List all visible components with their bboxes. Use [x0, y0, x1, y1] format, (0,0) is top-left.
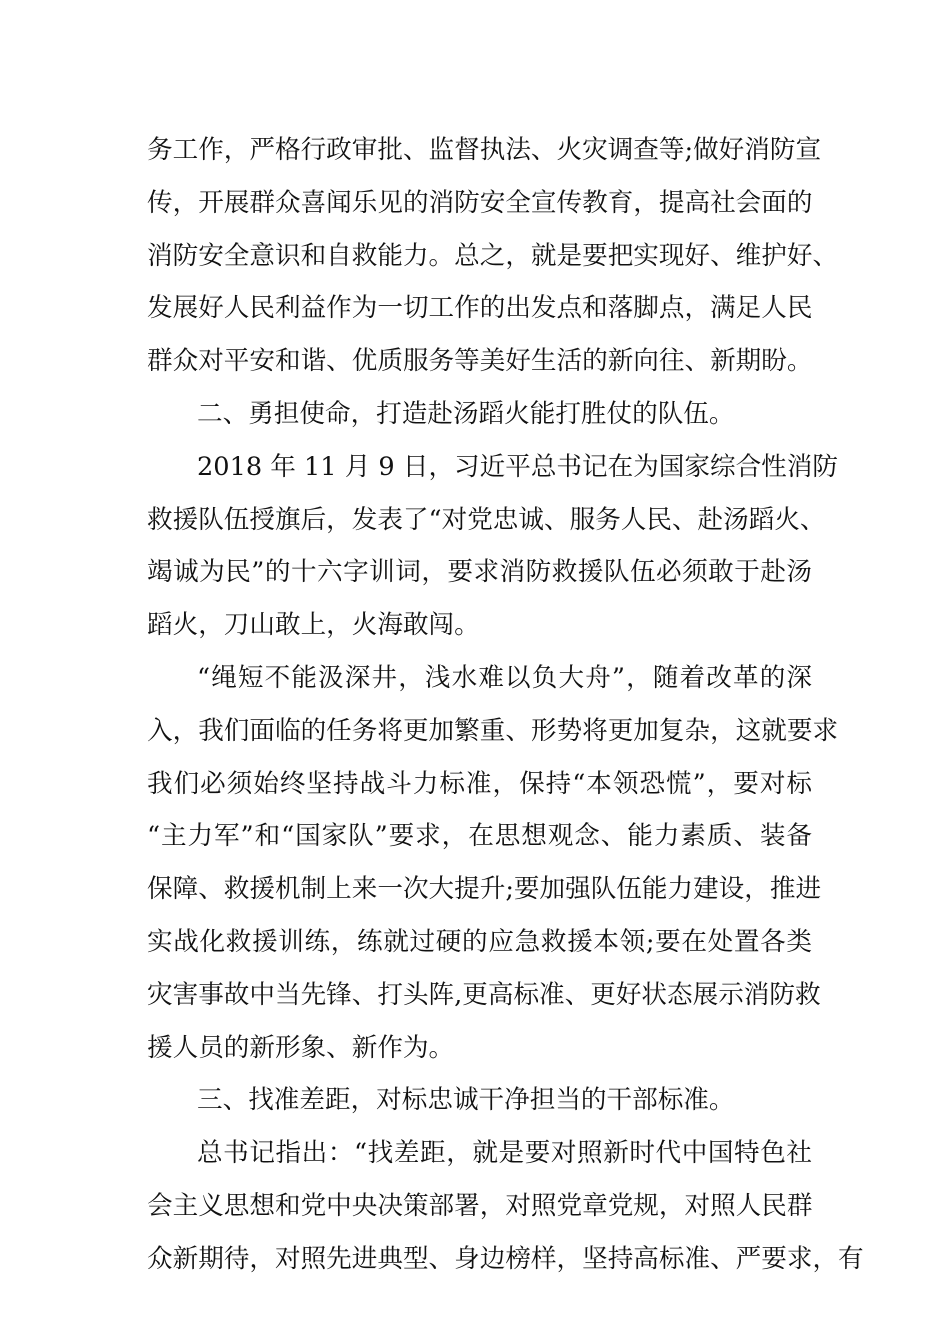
text-line: 发展好人民利益作为一切工作的出发点和落脚点，满足人民: [147, 293, 813, 324]
text-line: 传，开展群众喜闻乐见的消防安全宣传教育，提高社会面的: [147, 187, 813, 218]
text-line: “主力军”和“国家队”要求，在思想观念、能力素质、装备: [147, 821, 812, 852]
text-line: 我们必须始终坚持战斗力标准，保持“本领恐慌”，要对标: [147, 768, 812, 799]
text-line: 群众对平安和谐、优质服务等美好生活的新向往、新期盼。: [147, 346, 813, 377]
text-line: 务工作，严格行政审批、监督执法、火灾调查等;做好消防宣: [147, 135, 822, 165]
text-line: 竭诚为民”的十六字训词，要求消防救援队伍必须敢于赴汤: [147, 557, 812, 588]
text-line: “绳短不能汲深井，浅水难以负大舟”，随着改革的深: [197, 662, 812, 693]
text-line: 实战化救援训练，练就过硬的应急救援本领;要在处置各类: [147, 926, 812, 957]
text-line: 灾害事故中当先锋、打头阵,更高标准、更好状态展示消防救: [147, 979, 821, 1010]
text-line: 会主义思想和党中央决策部署，对照党章党规，对照人民群: [147, 1190, 813, 1221]
text-line: 救援队伍授旗后，发表了“对党忠诚、服务人民、赴汤蹈火、: [147, 504, 826, 535]
section-heading: 二、勇担使命，打造赴汤蹈火能打胜仗的队伍。: [197, 398, 735, 429]
text-line: 援人员的新形象、新作为。: [147, 1032, 455, 1063]
text-line: 入，我们面临的任务将更加繁重、形势将更加复杂，这就要求: [147, 715, 839, 746]
section-heading: 三、找准差距，对标忠诚干净担当的干部标准。: [197, 1085, 735, 1116]
text-line: 蹈火，刀山敢上，火海敢闯。: [147, 610, 480, 641]
text-line: 消防安全意识和自救能力。总之，就是要把实现好、维护好、: [147, 240, 839, 271]
document-body: [147, 124, 864, 1286]
text-line: 众新期待，对照先进典型、身边榜样，坚持高标准、严要求，有: [147, 1243, 864, 1274]
text-line: 总书记指出：“找差距，就是要对照新时代中国特色社: [197, 1138, 812, 1169]
text-line: 2018 年 11 月 9 日，习近平总书记在为国家综合性消防: [197, 451, 838, 482]
text-line: 保障、救援机制上来一次大提升;要加强队伍能力建设，推进: [147, 874, 822, 905]
